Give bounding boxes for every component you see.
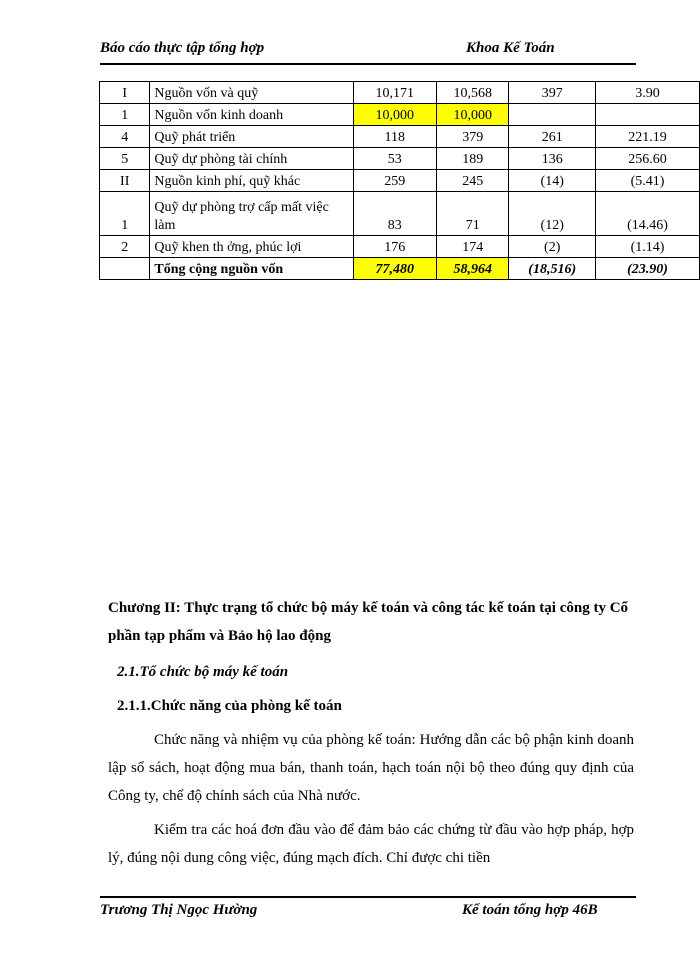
cell-name: Nguồn vốn kinh doanh — [150, 104, 353, 126]
cell-percent: (1.14) — [595, 236, 699, 258]
cell-value-2: 189 — [436, 148, 509, 170]
total-cell-name: Tổng cộng nguồn vốn — [150, 258, 353, 280]
paragraph-1: Chức năng và nhiệm vụ của phòng kế toán: Hướng dẫn các bộ phận kinh doanh lập sổ sách, hoạt động mua bán, thanh toán, hạch toán nội bộ theo đúng quy định của Công ty, chế độ chính sách của Nhà nước. — [108, 732, 634, 804]
cell-diff: (2) — [509, 236, 595, 258]
cell-stt: 5 — [100, 148, 150, 170]
cell-diff — [509, 104, 595, 126]
cell-percent — [595, 104, 699, 126]
cell-name: Quỹ khen th ởng, phúc lợi — [150, 236, 353, 258]
paragraph-2: Kiểm tra các hoá đơn đầu vào để đảm bảo các chứng từ đầu vào hợp pháp, hợp lý, đúng nội dung công việc, đúng mạch đích. Chỉ được chi tiền — [108, 822, 634, 866]
cell-name: Quỹ dự phòng trợ cấp mất việc làm — [150, 192, 353, 236]
cell-stt: I — [100, 82, 150, 104]
cell-percent: 3.90 — [595, 82, 699, 104]
capital-table — [99, 81, 700, 280]
cell-value-1: 176 — [353, 236, 436, 258]
section-heading-2-1-1: 2.1.1.Chức năng của phòng kế toán — [117, 698, 342, 714]
table-row — [100, 192, 700, 236]
cell-value-1: 118 — [353, 126, 436, 148]
cell-value-1: 53 — [353, 148, 436, 170]
cell-diff: 261 — [509, 126, 595, 148]
cell-name: Nguồn vốn và quỹ — [150, 82, 353, 104]
cell-stt: 4 — [100, 126, 150, 148]
cell-name: Quỹ dự phòng tài chính — [150, 148, 353, 170]
table-row — [100, 148, 700, 170]
cell-value-1: 10,000 — [353, 104, 436, 126]
cell-percent: (14.46) — [595, 192, 699, 236]
cell-stt: 1 — [100, 104, 150, 126]
cell-name: Nguồn kinh phí, quỹ khác — [150, 170, 353, 192]
cell-value-1: 83 — [353, 192, 436, 236]
cell-value-2: 10,000 — [436, 104, 509, 126]
cell-diff: (12) — [509, 192, 595, 236]
header-department: Khoa Kế Toán — [466, 40, 555, 56]
table-row — [100, 104, 700, 126]
cell-value-2: 71 — [436, 192, 509, 236]
cell-percent: (5.41) — [595, 170, 699, 192]
cell-percent: 221.19 — [595, 126, 699, 148]
total-cell-value-1: 77,480 — [353, 258, 436, 280]
cell-diff: (14) — [509, 170, 595, 192]
cell-name: Quỹ phát triển — [150, 126, 353, 148]
total-cell-value-2: 58,964 — [436, 258, 509, 280]
header-rule — [100, 63, 636, 65]
cell-stt: 2 — [100, 236, 150, 258]
cell-value-2: 379 — [436, 126, 509, 148]
cell-value-2: 10,568 — [436, 82, 509, 104]
table-total-row — [100, 258, 700, 280]
cell-diff: 397 — [509, 82, 595, 104]
table-row — [100, 236, 700, 258]
table-row — [100, 82, 700, 104]
cell-value-2: 245 — [436, 170, 509, 192]
page-footer — [100, 902, 635, 924]
total-cell-stt — [100, 258, 150, 280]
footer-author: Trương Thị Ngọc Hường — [100, 902, 258, 918]
cell-percent: 256.60 — [595, 148, 699, 170]
header-report-title: Báo cáo thực tập tổng hợp — [100, 40, 265, 56]
cell-value-1: 10,171 — [353, 82, 436, 104]
cell-stt: 1 — [100, 192, 150, 236]
cell-value-1: 259 — [353, 170, 436, 192]
total-cell-diff: (18,516) — [509, 258, 595, 280]
table-row — [100, 126, 700, 148]
total-cell-percent: (23.90) — [595, 258, 699, 280]
section-heading-2-1: 2.1.Tổ chức bộ máy kế toán — [117, 664, 289, 680]
cell-value-2: 174 — [436, 236, 509, 258]
page-header — [100, 40, 635, 62]
chapter-heading: Chương II: Thực trạng tổ chức bộ máy kế toán và công tác kế toán tại công ty Cổ phần tạp phẩm và Bảo hộ lao động — [108, 600, 629, 644]
cell-stt: II — [100, 170, 150, 192]
footer-class: Kế toán tổng hợp 46B — [462, 902, 598, 918]
cell-diff: 136 — [509, 148, 595, 170]
table-row — [100, 170, 700, 192]
footer-rule — [100, 896, 636, 898]
